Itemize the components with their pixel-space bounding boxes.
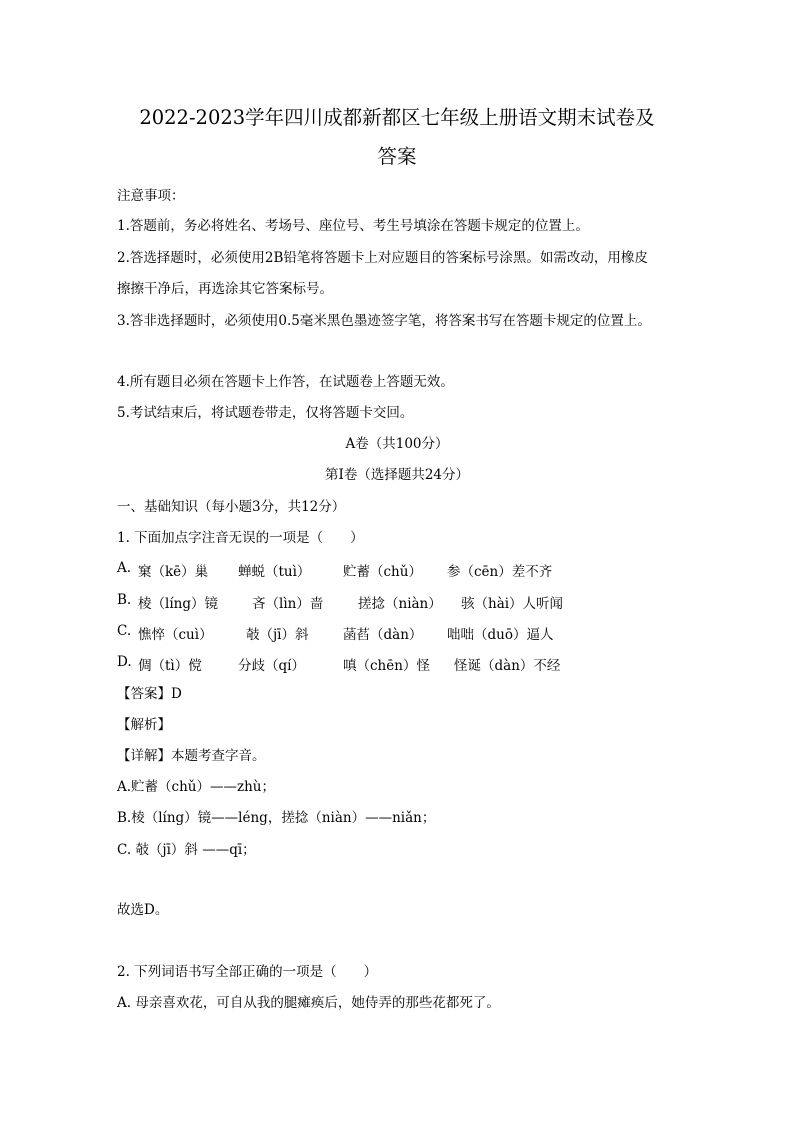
q1-option-item: 贮蓄（chǔ）: [343, 564, 422, 580]
notice-item: 2.答选择题时，必须使用2B铅笔将答题卡上对应题目的答案标号涂黑。如需改动，用橡皮: [117, 250, 648, 266]
q1-explanation: A.贮蓄（chǔ）——zhù；: [117, 779, 275, 795]
q1-option-letter: D.: [117, 654, 132, 670]
notice-item: 1.答题前，务必将姓名、考场号、座位号、考生号填涂在答题卡规定的位置上。: [117, 218, 589, 234]
notice-heading: 注意事项：: [117, 188, 185, 204]
q1-option-item: 倜（tì）傥: [138, 658, 202, 674]
title-line-2: 答案: [377, 145, 417, 168]
q1-option-item: 窠（kē）巢: [138, 564, 209, 580]
notice-item: 擦擦干净后，再选涂其它答案标号。: [117, 281, 333, 297]
q1-option-letter: C.: [117, 623, 132, 639]
part-1-heading: 一、基础知识（每小题3分，共12分）: [117, 499, 346, 515]
q1-conclusion: 故选D。: [117, 902, 169, 918]
q2-option-a: A. 母亲喜欢花，可自从我的腿瘫痪后，她侍弄的那些花都死了。: [117, 995, 500, 1011]
q1-option-item: 攲（jī）斜: [246, 627, 309, 643]
q1-option-item: 分歧（qí）: [238, 658, 305, 674]
q1-option-item: 憔悴（cuì）: [138, 627, 213, 643]
section-a-heading: A卷（共100分）: [345, 436, 449, 452]
q1-explanation: B.棱（líng）镜——léng，搓捻（niàn）——niǎn；: [117, 810, 436, 826]
q1-option-item: 棱（líng）镜: [138, 596, 218, 612]
q1-option-item: 骇（hài）人听闻: [461, 596, 564, 612]
q2-stem: 2. 下列词语书写全部正确的一项是（ ）: [117, 964, 378, 980]
q1-option-item: 吝（lìn）啬: [252, 596, 324, 612]
notice-item: 4.所有题目必须在答题卡上作答，在试题卷上答题无效。: [117, 374, 454, 390]
q1-answer: 【答案】D: [117, 686, 182, 702]
q1-option-item: 怪诞（dàn）不经: [454, 658, 561, 674]
q1-stem: 1. 下面加点字注音无误的一项是（ ）: [117, 530, 364, 546]
notice-item: 3.答非选择题时，必须使用0.5毫米黑色墨迹签字笔，将答案书写在答题卡规定的位置上。: [117, 313, 651, 329]
section-1-heading: 第Ⅰ卷（选择题共24分）: [324, 467, 469, 483]
q1-option-item: 搓捻（niàn）: [358, 596, 442, 612]
q1-option-item: 咄咄（duō）逼人: [447, 627, 554, 643]
q1-analysis: 【解析】: [117, 717, 171, 733]
notice-item: 5.考试结束后，将试题卷带走，仅将答题卡交回。: [117, 405, 414, 421]
q1-detail: 【详解】本题考查字音。: [117, 748, 266, 764]
q1-option-item: 蝉蜕（tuì）: [238, 564, 311, 580]
q1-option-item: 菡萏（dàn）: [343, 627, 423, 643]
q1-option-letter: B.: [117, 592, 132, 608]
q1-explanation: C. 攲（jī）斜 ——qī；: [117, 842, 256, 858]
q1-option-item: 参（cēn）差不齐: [447, 564, 553, 580]
q1-option-item: 嗔（chēn）怪: [343, 658, 430, 674]
q1-option-letter: A.: [117, 560, 132, 576]
title-line-1: 2022-2023学年四川成都新都区七年级上册语文期末试卷及: [139, 106, 655, 129]
